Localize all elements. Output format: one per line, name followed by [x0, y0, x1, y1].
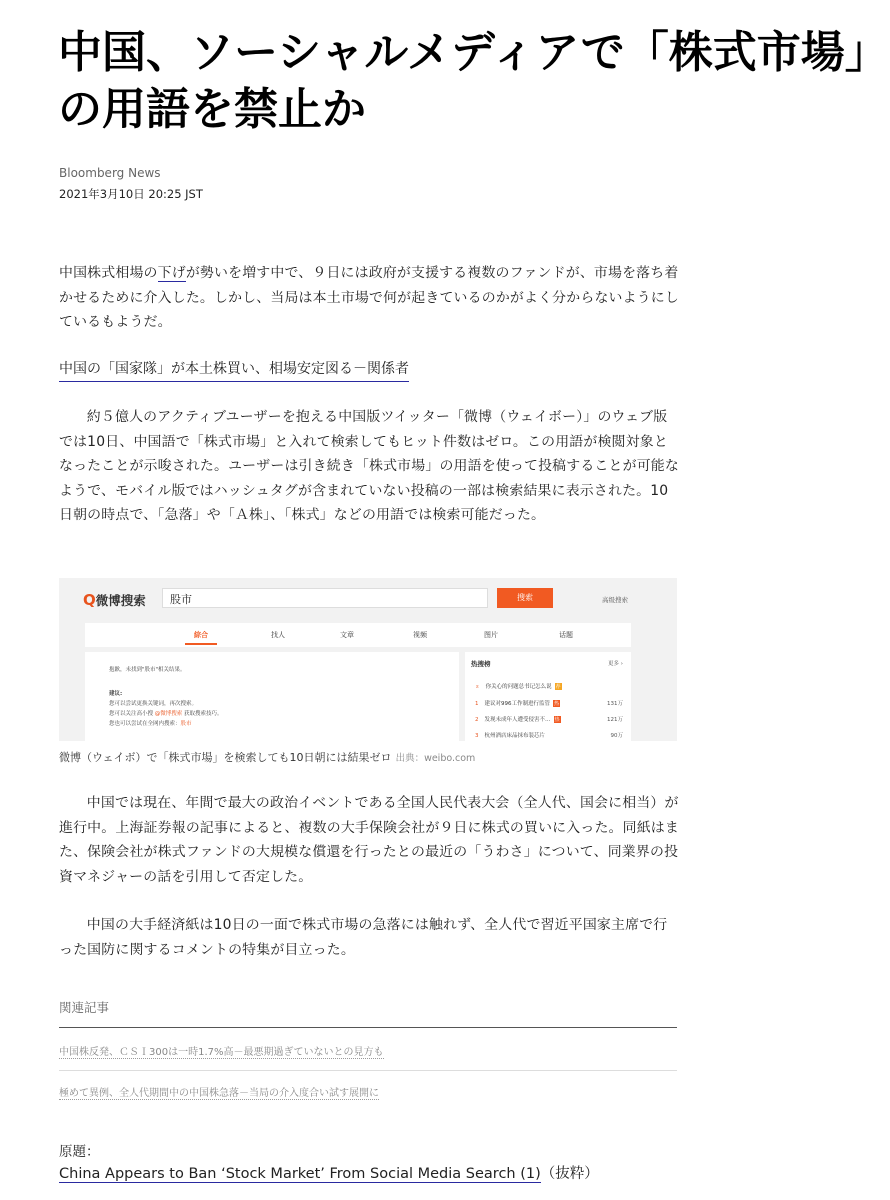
weibo-logo-text: 微博搜索	[95, 593, 146, 608]
weibo-hot-text: 杭州酒店床品抹布装芯片	[484, 733, 546, 739]
paragraph-1	[59, 261, 679, 335]
weibo-hot-item	[475, 699, 560, 707]
weibo-hot-text: 发现未成年人遭受侵害不…	[484, 717, 551, 723]
weibo-hot-badge: 热	[554, 701, 560, 707]
weibo-tab-users: 找人	[271, 631, 285, 639]
weibo-hot-item	[475, 682, 562, 690]
original-title-label: 原題：	[59, 1144, 100, 1160]
weibo-suggest-3-pre: 您也可以尝试在全网内搜索：	[109, 721, 181, 727]
image-caption	[59, 749, 475, 765]
weibo-search-button: 搜索	[497, 588, 553, 608]
weibo-no-result-text: 抱歉，未找到"股市"相关结果。	[109, 667, 186, 673]
weibo-hot-num: 2	[475, 717, 479, 723]
related-article-text[interactable]: 極めて異例、全人代期間中の中国株急落－当局の介入度合い試す展開に	[59, 1088, 379, 1099]
weibo-suggest-2-post: 获取搜索技巧。	[182, 711, 223, 717]
weibo-hot-badge: 热	[554, 717, 560, 723]
weibo-tab-videos: 视频	[413, 631, 427, 639]
article-headline: 中国、ソーシャルメディアで「株式市場」の用語を禁止か	[58, 27, 867, 135]
weibo-search-logo	[83, 591, 146, 609]
original-title	[59, 1162, 599, 1183]
byline[interactable]: Bloomberg News	[59, 166, 161, 180]
weibo-hot-count: 131万	[607, 701, 623, 707]
weibo-no-result-panel	[85, 652, 459, 741]
weibo-suggest-2	[109, 709, 223, 717]
weibo-screenshot	[59, 578, 677, 741]
search-icon: Q	[83, 591, 96, 609]
link-decline[interactable]: 下げ	[157, 265, 186, 281]
weibo-hot-count: 90万	[610, 733, 623, 739]
weibo-hot-num: 1	[475, 701, 479, 707]
original-article-link[interactable]: China Appears to Ban ‘Stock Market’ From Social Media Search (1)	[59, 1166, 541, 1182]
weibo-hot-text: 建议对996工作制进行监管	[484, 701, 550, 707]
weibo-hot-num: 3	[475, 733, 479, 739]
weibo-tab-underline	[185, 643, 217, 645]
publish-date: 2021年3月10日 20:25 JST	[59, 187, 203, 201]
weibo-hot-item	[475, 715, 561, 723]
weibo-hot-more: 更多 ›	[608, 661, 623, 667]
weibo-suggest-3-link: 股市	[180, 721, 192, 727]
weibo-tab-articles: 文章	[340, 631, 354, 639]
related-article-link[interactable]	[59, 1084, 379, 1099]
paragraph-2: 約５億人のアクティブユーザーを抱える中国版ツイッター「微博（ウェイボー）」のウェブ版では10日、中国語で「株式市場」と入れて検索してもヒット件数はゼロ。この用語が検閲対象となったことが示唆された。ユーザーは引き続き「株式市場」の用語を使って投稿することが可能なようで、モバイル版ではハッシュタグが含まれていない投稿の一部は検索結果に表示された。10日朝の時点で、「急落」や「Ａ株」、「株式」などの用語では検索可能だった。	[59, 409, 679, 523]
weibo-tabs	[85, 623, 631, 647]
weibo-hot-item	[475, 731, 545, 739]
caption-text: 微博（ウェイボ）で「株式市場」を検索しても10日朝には結果ゼロ	[59, 751, 392, 764]
weibo-hot-count: 121万	[607, 717, 623, 723]
weibo-hot-badge: 荐	[555, 684, 561, 690]
weibo-suggest-1: 您可以尝试更换关键词，再次搜索。	[109, 701, 198, 707]
related-divider	[59, 1070, 677, 1071]
related-divider	[59, 1027, 677, 1028]
weibo-suggest-3	[109, 719, 192, 727]
caption-source: 出典：weibo.com	[395, 753, 476, 764]
p1-text-pre: 中国株式相場の	[59, 265, 158, 281]
weibo-advanced-search: 高级搜索	[602, 596, 628, 604]
weibo-hot-title: 热搜榜	[471, 660, 491, 668]
weibo-tab-topics: 话题	[559, 631, 573, 639]
paragraph-3: 中国では現在、年間で最大の政治イベントである全国人民代表大会（全人代、国会に相当）が進行中。上海証券報の記事によると、複数の大手保険会社が９日に株式の買いに入った。同紙はまた、保険会社が株式ファンドの大規模な償還を行ったとの最近の「うわさ」について、同業界の投資マネジャーの話を引用して否定した。	[59, 795, 679, 885]
inline-related-link[interactable]: 中国の「国家隊」が本土株買い、相場安定図る－関係者	[59, 358, 409, 382]
weibo-suggest-2-link: @微博搜索	[154, 711, 183, 717]
weibo-hot-num: ⌅	[475, 684, 480, 690]
original-title-suffix: （抜粋）	[540, 1166, 599, 1182]
related-article-link[interactable]	[59, 1043, 384, 1058]
paragraph-4: 中国の大手経済紙は10日の一面で株式市場の急落には触れず、全人代で習近平国家主席で行った国防に関するコメントの特集が目立った。	[59, 917, 668, 958]
weibo-tab-images: 图片	[484, 631, 498, 639]
weibo-tab-all: 綜合	[194, 631, 208, 639]
related-articles-heading: 関連記事	[59, 1000, 110, 1015]
weibo-suggest-2-pre: 您可以关注高小搜	[109, 711, 155, 717]
related-article-text[interactable]: 中国株反発、ＣＳＩ300は一時1.7%高－最悪期過ぎていないとの見方も	[59, 1047, 384, 1058]
weibo-hot-panel	[465, 652, 631, 741]
weibo-hot-text: 你关心的问题总书记怎么说	[485, 684, 552, 690]
weibo-suggest-title: 建议:	[109, 691, 123, 697]
p1-text-post: が勢いを増す中で、９日には政府が支援する複数のファンドが、市場を落ち着かせるために介入した。しかし、当局は本土市場で何が起きているのかがよく分からないようにしているもようだ。	[59, 265, 679, 330]
weibo-search-input: 股市	[162, 588, 488, 608]
